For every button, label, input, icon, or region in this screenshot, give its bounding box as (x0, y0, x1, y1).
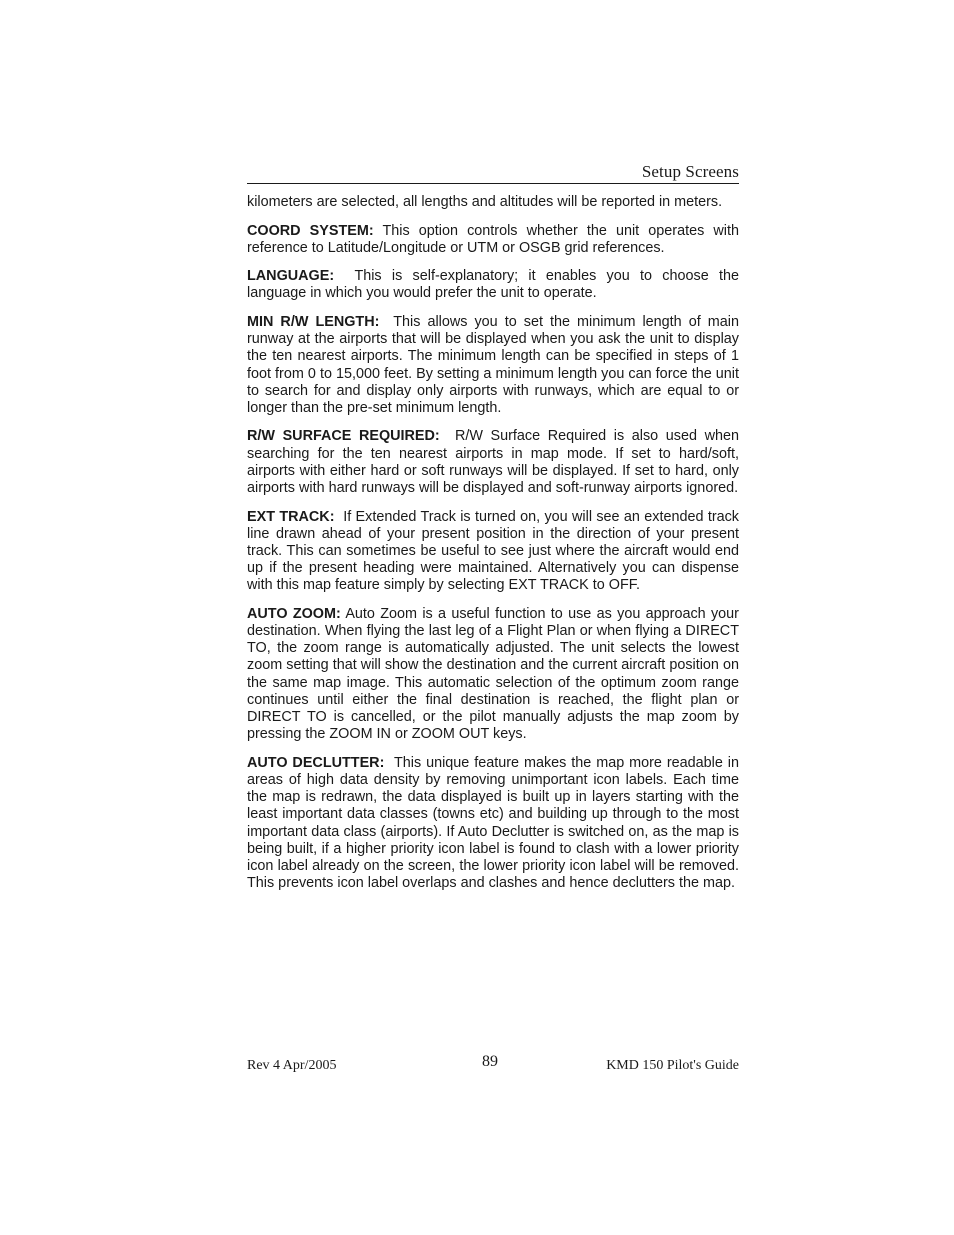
term-auto-declutter: AUTO DECLUTTER: (247, 754, 385, 771)
term-auto-zoom: AUTO ZOOM: (247, 605, 341, 622)
paragraph-min-rw-length (247, 314, 739, 417)
paragraph-text: kilometers are selected, all lengths and altitudes will be reported in meters. (247, 194, 723, 210)
page-number: 89 (482, 1053, 498, 1070)
paragraph-text: This unique feature makes the map more readable in areas of high data density by removing unimportant icon labels. Each time the map is redrawn, the data displayed is built up in layers starting with the least important data classes (towns etc) and building up through to the most important data class (airports). If Auto Declutter is switched on, as the map is being built, if a higher priority icon label is found to clash with a lower priority icon label already on the screen, the lower priority icon label will be removed. This prevents icon label overlaps and clashes and hence declutters the map. (247, 754, 739, 892)
paragraph-continuation (247, 194, 739, 211)
paragraph-text: This option controls whether the unit operates with reference to Latitude/Longitude or UTM or OSGB grid references. (247, 222, 739, 256)
paragraph-ext-track (247, 509, 739, 595)
paragraph-auto-zoom (247, 606, 739, 744)
paragraph-text: Auto Zoom is a useful function to use as you approach your destination. When flying the last leg of a Flight Plan or when flying a DIRECT TO, the zoom range is automatically adjusted. The unit selects the lowest zoom setting that will show the destination and the current aircraft position on the same map image. This automatic selection of the optimum zoom range continues until either the final destination is reached, the flight plan or DIRECT TO is cancelled, or the pilot manually adjusts the map zoom by pressing the ZOOM IN or ZOOM OUT keys. (247, 605, 739, 743)
term-language: LANGUAGE: (247, 268, 335, 285)
paragraph-auto-declutter (247, 755, 739, 893)
body-text (247, 194, 739, 904)
paragraph-language (247, 268, 739, 302)
term-ext-track: EXT TRACK: (247, 508, 335, 525)
header-rule (247, 183, 739, 184)
page-header-title: Setup Screens (641, 162, 739, 181)
footer-revision: Rev 4 Apr/2005 (247, 1058, 337, 1073)
paragraph-coord-system (247, 223, 739, 257)
paragraph-text: R/W Surface Required is also used when searching for the ten nearest airports in map mode. If set to hard/soft, airports with either hard or soft runways will be displayed. If set to hard, only airports with hard runways will be displayed and soft-runway airports ignored. (247, 428, 740, 497)
term-min-rw-length: MIN R/W LENGTH: (247, 313, 380, 330)
footer-guide-title: KMD 150 Pilot's Guide (606, 1058, 739, 1073)
paragraph-text: This allows you to set the minimum length of main runway at the airports that will be displayed when you ask the unit to display the ten nearest airports. The minimum length can be specified in steps of 1 foot from 0 to 15,000 feet. By setting a minimum length you can force the unit to search for and display only airports with runways, which are equal to or longer than the pre-set minimum length. (247, 313, 739, 416)
paragraph-text: This is self-explanatory; it enables you to choose the language in which you would prefer the unit to operate. (247, 268, 739, 302)
term-rw-surface-required: R/W SURFACE REQUIRED: (247, 428, 440, 445)
paragraph-rw-surface-required (247, 428, 739, 497)
term-coord-system: COORD SYSTEM: (247, 222, 374, 239)
paragraph-text: If Extended Track is turned on, you will see an extended track line drawn ahead of your present position in the direction of your present track. This can sometimes be useful to see just where the aircraft would end up if the present heading were maintained. Alternatively you can dispense with this map feature simply by selecting EXT TRACK to OFF. (247, 508, 740, 594)
